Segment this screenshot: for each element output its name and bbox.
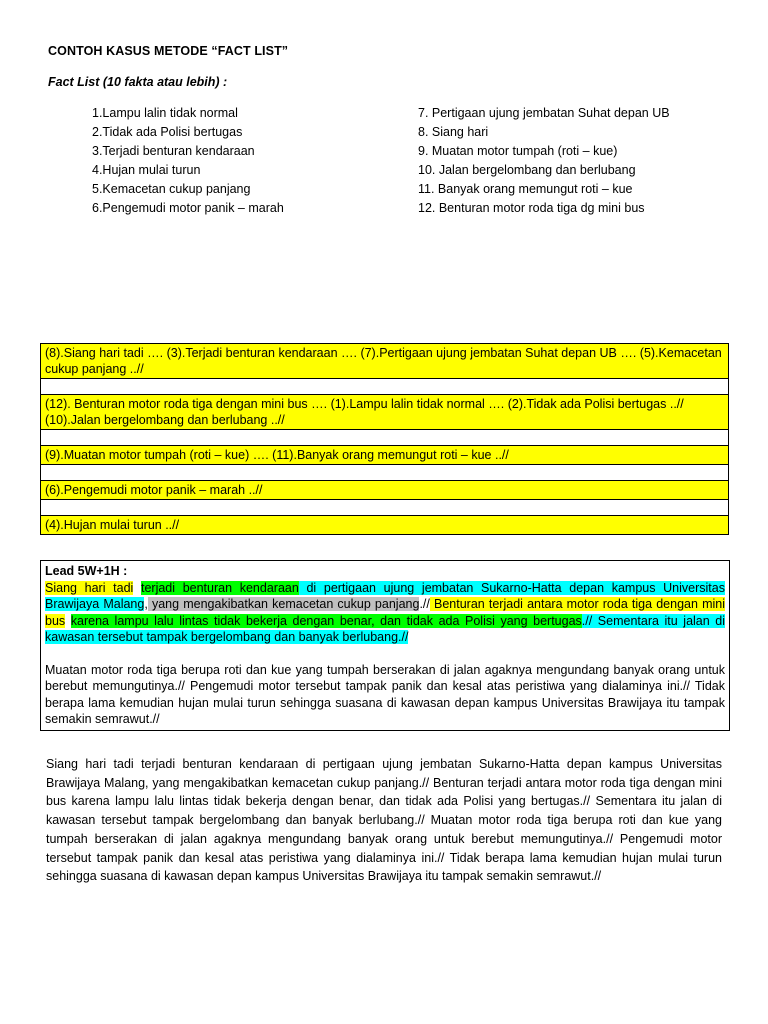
fact-item: 9. Muatan motor tumpah (roti – kue) [418, 144, 618, 158]
lead-how: .// Sementara itu jalan di kawasan tersebut tampak bergelombang dan banyak berlubang.// [45, 613, 726, 644]
fact-item: 10. Jalan bergelombang dan berlubang [418, 163, 636, 177]
fact-list-left-column [92, 104, 284, 218]
group-cell: (4).Hujan mulai turun ..// [41, 516, 729, 535]
fact-item: 7. Pertigaan ujung jembatan Suhat depan UB [418, 106, 670, 120]
fact-item: 8. Siang hari [418, 125, 489, 139]
lead-box [40, 560, 730, 731]
fact-list-right-column [418, 104, 670, 218]
table-row [41, 395, 729, 430]
lead-paragraph-2: Muatan motor roda tiga berupa roti dan kue yang tumpah berserakan di jalan agaknya mengundang banyak orang untuk berebut memungutinya.// Pengemudi motor tersebut tampak panik dan kesal atas peristiwa yang dialaminya ini.// Tidak berapa lama kemudian hujan mulai turun sehingga suasana di kawasan depan kampus Universitas Brawijaya itu tampak semakin semrawut.// [45, 662, 725, 726]
blank-cell [41, 465, 729, 481]
fact-list-subheading: Fact List (10 fakta atau lebih) : [48, 75, 228, 89]
lead-space [133, 581, 141, 595]
blank-cell [41, 500, 729, 516]
table-row [41, 344, 729, 379]
lead-effect: yang mengakibatkan kemacetan cukup panjang [147, 597, 420, 611]
fact-item: 12. Benturan motor roda tiga dg mini bus [418, 201, 645, 215]
fact-item: 4.Hujan mulai turun [92, 163, 201, 177]
table-row-blank [41, 379, 729, 395]
group-cell: (6).Pengemudi motor panik – marah ..// [41, 481, 729, 500]
table-row-blank [41, 430, 729, 446]
fact-item: 1.Lampu lalin tidak normal [92, 106, 238, 120]
lead-paragraph-1 [45, 580, 725, 646]
final-paragraph: Siang hari tadi terjadi benturan kendaraan di pertigaan ujung jembatan Sukarno-Hatta depan kampus Universitas Brawijaya Malang, yang mengakibatkan kemacetan cukup panjang.// Benturan terjadi antara motor roda tiga dengan mini bus karena lampu lalu lintas tidak bekerja dengan benar, dan tidak ada Polisi yang bertugas.// Sementara itu jalan di kawasan tersebut tampak bergelombang dan banyak berlubang.// Muatan motor roda tiga berupa roti dan kue yang tumpah berserakan di jalan agaknya mengundang banyak orang untuk berebut memungutinya.// Pengemudi motor tersebut tampak panik dan kesal atas peristiwa yang dialaminya ini.// Tidak berapa lama kemudian hujan mulai turun sehingga suasana di kawasan depan kampus Universitas Brawijaya itu tampak semakin semrawut.// [46, 757, 722, 884]
group-cell: (12). Benturan motor roda tiga dengan mini bus …. (1).Lampu lalin tidak normal …. (2).Tidak ada Polisi bertugas ..// (10).Jalan bergelombang dan berlubang ..// [41, 395, 729, 430]
blank-cell [41, 430, 729, 446]
fact-item: 11. Banyak orang memungut roti – kue [418, 182, 633, 196]
fact-item: 2.Tidak ada Polisi bertugas [92, 125, 243, 139]
table-row-blank [41, 500, 729, 516]
table-row [41, 481, 729, 500]
fact-item: 5.Kemacetan cukup panjang [92, 182, 251, 196]
group-cell: (8).Siang hari tadi …. (3).Terjadi benturan kendaraan …. (7).Pertigaan ujung jembatan Suhat depan UB …. (5).Kemacetan cukup panjang ..// [41, 344, 729, 379]
lead-separator: .// [419, 597, 430, 611]
fact-item: 6.Pengemudi motor panik – marah [92, 201, 284, 215]
table-row-blank [41, 465, 729, 481]
page-heading: CONTOH KASUS METODE “FACT LIST” [48, 44, 289, 58]
lead-where: di pertigaan ujung jembatan Sukarno-Hatta depan kampus Universitas Brawijaya Malang [45, 580, 725, 611]
lead-why: karena lampu lalu lintas tidak bekerja dengan benar, dan tidak ada Polisi yang bertugas [70, 613, 582, 628]
lead-when: Siang hari tadi [45, 580, 134, 595]
table-row [41, 516, 729, 535]
lead-title: Lead 5W+1H : [45, 564, 128, 578]
table-row [41, 446, 729, 465]
blank-cell [41, 379, 729, 395]
lead-who: Benturan terjadi antara motor roda tiga dengan mini bus [45, 597, 725, 628]
fact-item: 3.Terjadi benturan kendaraan [92, 144, 255, 158]
grouped-facts-table [40, 343, 729, 535]
paragraph-gap [45, 646, 725, 662]
group-cell: (9).Muatan motor tumpah (roti – kue) …. (11).Banyak orang memungut roti – kue ..// [41, 446, 729, 465]
lead-what: terjadi benturan kendaraan [140, 580, 299, 595]
lead-space [65, 614, 71, 628]
lead-comma: , [144, 597, 148, 611]
